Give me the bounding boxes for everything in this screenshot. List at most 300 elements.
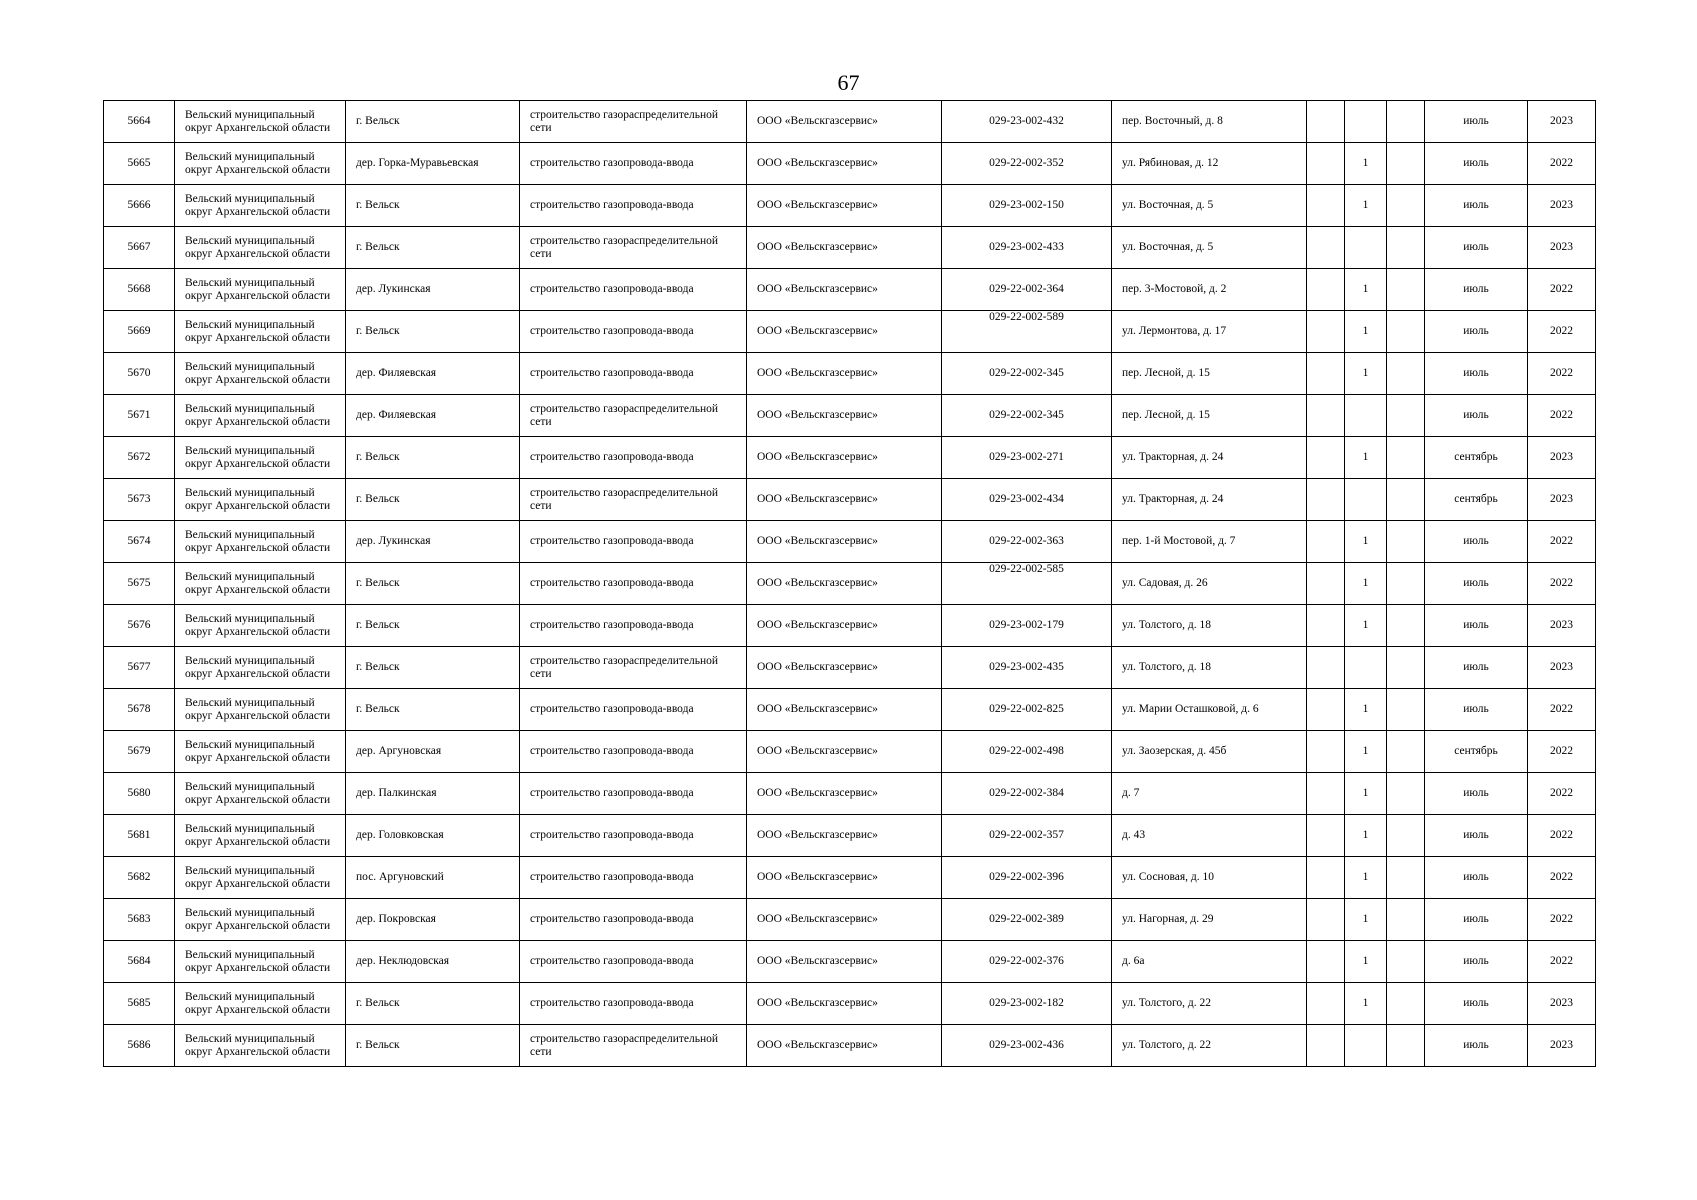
request-number-cell: 029-22-002-345: [942, 395, 1112, 437]
count-cell: 1: [1345, 731, 1387, 773]
work-type-cell: строительство газопровода-ввода: [520, 899, 747, 941]
table-row: [104, 857, 1596, 899]
month-cell: июль: [1425, 311, 1528, 353]
month-cell: июль: [1425, 269, 1528, 311]
work-type-cell: строительство газопровода-ввода: [520, 605, 747, 647]
region-cell: Вельский муниципальный округ Архангельской области: [175, 479, 346, 521]
empty-cell: [1387, 983, 1425, 1025]
organization-cell: ООО «Вельскгазсервис»: [747, 227, 942, 269]
empty-cell: [1307, 143, 1345, 185]
locality-cell: г. Вельск: [346, 983, 520, 1025]
empty-cell: [1387, 731, 1425, 773]
address-cell: пер. 1-й Мостовой, д. 7: [1112, 521, 1307, 563]
count-cell: 1: [1345, 269, 1387, 311]
request-number-cell: 029-23-002-434: [942, 479, 1112, 521]
organization-cell: ООО «Вельскгазсервис»: [747, 101, 942, 143]
table-row: [104, 899, 1596, 941]
count-cell: 1: [1345, 857, 1387, 899]
row-number: 5670: [104, 353, 175, 395]
empty-cell: [1387, 395, 1425, 437]
year-cell: 2022: [1528, 269, 1596, 311]
row-number: 5673: [104, 479, 175, 521]
region-cell: Вельский муниципальный округ Архангельской области: [175, 395, 346, 437]
empty-cell: [1387, 941, 1425, 983]
empty-cell: [1307, 731, 1345, 773]
empty-cell: [1387, 185, 1425, 227]
row-number: 5665: [104, 143, 175, 185]
organization-cell: ООО «Вельскгазсервис»: [747, 605, 942, 647]
request-number-cell: 029-22-002-825: [942, 689, 1112, 731]
work-type-cell: строительство газопровода-ввода: [520, 521, 747, 563]
region-cell: Вельский муниципальный округ Архангельской области: [175, 1025, 346, 1067]
row-number: 5667: [104, 227, 175, 269]
year-cell: 2023: [1528, 983, 1596, 1025]
address-cell: пер. Восточный, д. 8: [1112, 101, 1307, 143]
request-number-cell: 029-22-002-498: [942, 731, 1112, 773]
empty-cell: [1307, 689, 1345, 731]
organization-cell: ООО «Вельскгазсервис»: [747, 479, 942, 521]
region-cell: Вельский муниципальный округ Архангельской области: [175, 983, 346, 1025]
organization-cell: ООО «Вельскгазсервис»: [747, 689, 942, 731]
year-cell: 2022: [1528, 815, 1596, 857]
table-row: [104, 1025, 1596, 1067]
work-type-cell: строительство газопровода-ввода: [520, 857, 747, 899]
page-number: 67: [837, 70, 860, 95]
address-cell: ул. Восточная, д. 5: [1112, 185, 1307, 227]
row-number: 5683: [104, 899, 175, 941]
organization-cell: ООО «Вельскгазсервис»: [747, 815, 942, 857]
empty-cell: [1387, 269, 1425, 311]
work-type-cell: строительство газопровода-ввода: [520, 269, 747, 311]
locality-cell: дер. Филяевская: [346, 353, 520, 395]
empty-cell: [1307, 311, 1345, 353]
region-cell: Вельский муниципальный округ Архангельской области: [175, 311, 346, 353]
address-cell: ул. Марии Осташковой, д. 6: [1112, 689, 1307, 731]
locality-cell: г. Вельск: [346, 101, 520, 143]
month-cell: сентябрь: [1425, 479, 1528, 521]
month-cell: июль: [1425, 815, 1528, 857]
empty-cell: [1307, 227, 1345, 269]
table-row: [104, 395, 1596, 437]
year-cell: 2023: [1528, 101, 1596, 143]
count-cell: [1345, 479, 1387, 521]
locality-cell: г. Вельск: [346, 563, 520, 605]
request-number-cell: 029-22-002-396: [942, 857, 1112, 899]
work-type-cell: строительство газопровода-ввода: [520, 353, 747, 395]
request-number-cell: 029-23-002-436: [942, 1025, 1112, 1067]
table-row: [104, 647, 1596, 689]
empty-cell: [1307, 563, 1345, 605]
month-cell: июль: [1425, 185, 1528, 227]
empty-cell: [1307, 899, 1345, 941]
region-cell: Вельский муниципальный округ Архангельской области: [175, 563, 346, 605]
organization-cell: ООО «Вельскгазсервис»: [747, 269, 942, 311]
request-number-cell: 029-22-002-357: [942, 815, 1112, 857]
empty-cell: [1387, 1025, 1425, 1067]
table-row: [104, 269, 1596, 311]
count-cell: 1: [1345, 353, 1387, 395]
request-number-cell: 029-23-002-433: [942, 227, 1112, 269]
address-cell: ул. Толстого, д. 18: [1112, 647, 1307, 689]
address-cell: ул. Восточная, д. 5: [1112, 227, 1307, 269]
month-cell: июль: [1425, 227, 1528, 269]
count-cell: 1: [1345, 899, 1387, 941]
organization-cell: ООО «Вельскгазсервис»: [747, 983, 942, 1025]
organization-cell: ООО «Вельскгазсервис»: [747, 563, 942, 605]
row-number: 5680: [104, 773, 175, 815]
locality-cell: г. Вельск: [346, 605, 520, 647]
region-cell: Вельский муниципальный округ Архангельской области: [175, 899, 346, 941]
empty-cell: [1387, 311, 1425, 353]
request-number-cell: 029-23-002-432: [942, 101, 1112, 143]
locality-cell: г. Вельск: [346, 311, 520, 353]
count-cell: 1: [1345, 941, 1387, 983]
locality-cell: дер. Горка-Муравьевская: [346, 143, 520, 185]
region-cell: Вельский муниципальный округ Архангельской области: [175, 857, 346, 899]
organization-cell: ООО «Вельскгазсервис»: [747, 1025, 942, 1067]
empty-cell: [1307, 437, 1345, 479]
region-cell: Вельский муниципальный округ Архангельской области: [175, 185, 346, 227]
count-cell: 1: [1345, 311, 1387, 353]
year-cell: 2022: [1528, 521, 1596, 563]
work-type-cell: строительство газопровода-ввода: [520, 773, 747, 815]
table-row: [104, 521, 1596, 563]
registry-table: [103, 100, 1596, 1067]
address-cell: ул. Лермонтова, д. 17: [1112, 311, 1307, 353]
address-cell: ул. Сосновая, д. 10: [1112, 857, 1307, 899]
region-cell: Вельский муниципальный округ Архангельской области: [175, 773, 346, 815]
row-number: 5668: [104, 269, 175, 311]
region-cell: Вельский муниципальный округ Архангельской области: [175, 269, 346, 311]
address-cell: д. 6а: [1112, 941, 1307, 983]
year-cell: 2023: [1528, 605, 1596, 647]
empty-cell: [1307, 269, 1345, 311]
empty-cell: [1387, 479, 1425, 521]
count-cell: 1: [1345, 983, 1387, 1025]
address-cell: ул. Рябиновая, д. 12: [1112, 143, 1307, 185]
organization-cell: ООО «Вельскгазсервис»: [747, 521, 942, 563]
work-type-cell: строительство газораспределительной сети: [520, 101, 747, 143]
organization-cell: ООО «Вельскгазсервис»: [747, 899, 942, 941]
month-cell: июль: [1425, 647, 1528, 689]
region-cell: Вельский муниципальный округ Архангельской области: [175, 815, 346, 857]
count-cell: [1345, 395, 1387, 437]
empty-cell: [1307, 983, 1345, 1025]
row-number: 5685: [104, 983, 175, 1025]
request-number-cell: 029-22-002-384: [942, 773, 1112, 815]
request-number-cell: 029-22-002-364: [942, 269, 1112, 311]
organization-cell: ООО «Вельскгазсервис»: [747, 143, 942, 185]
month-cell: июль: [1425, 353, 1528, 395]
address-cell: ул. Толстого, д. 18: [1112, 605, 1307, 647]
month-cell: июль: [1425, 605, 1528, 647]
address-cell: ул. Толстого, д. 22: [1112, 983, 1307, 1025]
count-cell: [1345, 101, 1387, 143]
work-type-cell: строительство газопровода-ввода: [520, 941, 747, 983]
count-cell: 1: [1345, 563, 1387, 605]
row-number: 5682: [104, 857, 175, 899]
empty-cell: [1387, 437, 1425, 479]
organization-cell: ООО «Вельскгазсервис»: [747, 395, 942, 437]
table-row: [104, 479, 1596, 521]
empty-cell: [1307, 185, 1345, 227]
month-cell: июль: [1425, 899, 1528, 941]
year-cell: 2023: [1528, 437, 1596, 479]
year-cell: 2023: [1528, 479, 1596, 521]
empty-cell: [1387, 773, 1425, 815]
request-number-cell: 029-22-002-376: [942, 941, 1112, 983]
address-cell: ул. Садовая, д. 26: [1112, 563, 1307, 605]
organization-cell: ООО «Вельскгазсервис»: [747, 941, 942, 983]
request-number-cell: 029-23-002-182: [942, 983, 1112, 1025]
month-cell: сентябрь: [1425, 437, 1528, 479]
table-row: [104, 143, 1596, 185]
table-row: [104, 689, 1596, 731]
address-cell: ул. Заозерская, д. 45б: [1112, 731, 1307, 773]
year-cell: 2022: [1528, 353, 1596, 395]
locality-cell: дер. Неклюдовская: [346, 941, 520, 983]
work-type-cell: строительство газораспределительной сети: [520, 647, 747, 689]
month-cell: июль: [1425, 521, 1528, 563]
region-cell: Вельский муниципальный округ Архангельской области: [175, 521, 346, 563]
count-cell: 1: [1345, 143, 1387, 185]
row-number: 5684: [104, 941, 175, 983]
empty-cell: [1387, 353, 1425, 395]
count-cell: 1: [1345, 689, 1387, 731]
year-cell: 2023: [1528, 647, 1596, 689]
region-cell: Вельский муниципальный округ Архангельской области: [175, 605, 346, 647]
locality-cell: г. Вельск: [346, 185, 520, 227]
table-row: [104, 983, 1596, 1025]
year-cell: 2022: [1528, 143, 1596, 185]
organization-cell: ООО «Вельскгазсервис»: [747, 773, 942, 815]
year-cell: 2022: [1528, 941, 1596, 983]
year-cell: 2022: [1528, 689, 1596, 731]
month-cell: июль: [1425, 395, 1528, 437]
request-number-cell: 029-23-002-150: [942, 185, 1112, 227]
table-row: [104, 731, 1596, 773]
request-number-cell: 029-22-002-345: [942, 353, 1112, 395]
empty-cell: [1307, 815, 1345, 857]
count-cell: [1345, 227, 1387, 269]
count-cell: 1: [1345, 521, 1387, 563]
address-cell: ул. Тракторная, д. 24: [1112, 479, 1307, 521]
work-type-cell: строительство газораспределительной сети: [520, 395, 747, 437]
locality-cell: г. Вельск: [346, 227, 520, 269]
table-body: [104, 101, 1596, 1067]
empty-cell: [1307, 1025, 1345, 1067]
empty-cell: [1307, 395, 1345, 437]
year-cell: 2022: [1528, 563, 1596, 605]
address-cell: пер. Лесной, д. 15: [1112, 353, 1307, 395]
region-cell: Вельский муниципальный округ Архангельской области: [175, 227, 346, 269]
year-cell: 2022: [1528, 773, 1596, 815]
region-cell: Вельский муниципальный округ Архангельской области: [175, 941, 346, 983]
address-cell: ул. Нагорная, д. 29: [1112, 899, 1307, 941]
year-cell: 2022: [1528, 857, 1596, 899]
empty-cell: [1307, 101, 1345, 143]
month-cell: июль: [1425, 101, 1528, 143]
row-number: 5681: [104, 815, 175, 857]
table-row: [104, 815, 1596, 857]
empty-cell: [1307, 353, 1345, 395]
row-number: 5664: [104, 101, 175, 143]
region-cell: Вельский муниципальный округ Архангельской области: [175, 143, 346, 185]
locality-cell: г. Вельск: [346, 437, 520, 479]
row-number: 5676: [104, 605, 175, 647]
organization-cell: ООО «Вельскгазсервис»: [747, 731, 942, 773]
row-number: 5675: [104, 563, 175, 605]
month-cell: июль: [1425, 689, 1528, 731]
month-cell: июль: [1425, 1025, 1528, 1067]
organization-cell: ООО «Вельскгазсервис»: [747, 311, 942, 353]
organization-cell: ООО «Вельскгазсервис»: [747, 857, 942, 899]
work-type-cell: строительство газопровода-ввода: [520, 311, 747, 353]
table-row: [104, 185, 1596, 227]
count-cell: 1: [1345, 437, 1387, 479]
region-cell: Вельский муниципальный округ Архангельской области: [175, 101, 346, 143]
empty-cell: [1307, 773, 1345, 815]
locality-cell: г. Вельск: [346, 689, 520, 731]
empty-cell: [1387, 857, 1425, 899]
locality-cell: г. Вельск: [346, 1025, 520, 1067]
work-type-cell: строительство газопровода-ввода: [520, 143, 747, 185]
locality-cell: дер. Лукинская: [346, 269, 520, 311]
work-type-cell: строительство газопровода-ввода: [520, 563, 747, 605]
empty-cell: [1307, 605, 1345, 647]
month-cell: июль: [1425, 983, 1528, 1025]
year-cell: 2022: [1528, 311, 1596, 353]
address-cell: пер. Лесной, д. 15: [1112, 395, 1307, 437]
organization-cell: ООО «Вельскгазсервис»: [747, 185, 942, 227]
locality-cell: пос. Аргуновский: [346, 857, 520, 899]
locality-cell: г. Вельск: [346, 479, 520, 521]
empty-cell: [1387, 521, 1425, 563]
work-type-cell: строительство газопровода-ввода: [520, 815, 747, 857]
year-cell: 2023: [1528, 185, 1596, 227]
request-number-cell: 029-23-002-179: [942, 605, 1112, 647]
organization-cell: ООО «Вельскгазсервис»: [747, 353, 942, 395]
request-number-cell: 029-22-002-389: [942, 899, 1112, 941]
count-cell: [1345, 647, 1387, 689]
empty-cell: [1307, 479, 1345, 521]
table-row: [104, 227, 1596, 269]
month-cell: сентябрь: [1425, 731, 1528, 773]
address-cell: ул. Толстого, д. 22: [1112, 1025, 1307, 1067]
address-cell: д. 7: [1112, 773, 1307, 815]
work-type-cell: строительство газораспределительной сети: [520, 227, 747, 269]
empty-cell: [1387, 563, 1425, 605]
row-number: 5678: [104, 689, 175, 731]
count-cell: 1: [1345, 605, 1387, 647]
empty-cell: [1387, 227, 1425, 269]
empty-cell: [1387, 899, 1425, 941]
month-cell: июль: [1425, 857, 1528, 899]
empty-cell: [1387, 815, 1425, 857]
empty-cell: [1387, 101, 1425, 143]
region-cell: Вельский муниципальный округ Архангельской области: [175, 437, 346, 479]
request-number-cell: 029-23-002-435: [942, 647, 1112, 689]
row-number: 5674: [104, 521, 175, 563]
address-cell: ул. Тракторная, д. 24: [1112, 437, 1307, 479]
locality-cell: дер. Аргуновская: [346, 731, 520, 773]
month-cell: июль: [1425, 773, 1528, 815]
table-row: [104, 605, 1596, 647]
empty-cell: [1387, 689, 1425, 731]
empty-cell: [1307, 521, 1345, 563]
work-type-cell: строительство газопровода-ввода: [520, 437, 747, 479]
table-row: [104, 437, 1596, 479]
empty-cell: [1307, 857, 1345, 899]
month-cell: июль: [1425, 941, 1528, 983]
row-number: 5686: [104, 1025, 175, 1067]
empty-cell: [1307, 941, 1345, 983]
work-type-cell: строительство газопровода-ввода: [520, 731, 747, 773]
region-cell: Вельский муниципальный округ Архангельской области: [175, 731, 346, 773]
count-cell: [1345, 1025, 1387, 1067]
organization-cell: ООО «Вельскгазсервис»: [747, 437, 942, 479]
year-cell: 2023: [1528, 1025, 1596, 1067]
locality-cell: дер. Головковская: [346, 815, 520, 857]
table-row: [104, 311, 1596, 353]
empty-cell: [1387, 647, 1425, 689]
request-number-cell: 029-22-002-352: [942, 143, 1112, 185]
region-cell: Вельский муниципальный округ Архангельской области: [175, 689, 346, 731]
table-row: [104, 101, 1596, 143]
region-cell: Вельский муниципальный округ Архангельской области: [175, 647, 346, 689]
request-number-cell: 029-22-002-585: [942, 563, 1112, 605]
row-number: 5677: [104, 647, 175, 689]
work-type-cell: строительство газораспределительной сети: [520, 1025, 747, 1067]
count-cell: 1: [1345, 773, 1387, 815]
year-cell: 2022: [1528, 395, 1596, 437]
year-cell: 2022: [1528, 731, 1596, 773]
table-row: [104, 563, 1596, 605]
locality-cell: дер. Лукинская: [346, 521, 520, 563]
locality-cell: дер. Палкинская: [346, 773, 520, 815]
empty-cell: [1387, 143, 1425, 185]
table-row: [104, 353, 1596, 395]
row-number: 5679: [104, 731, 175, 773]
region-cell: Вельский муниципальный округ Архангельской области: [175, 353, 346, 395]
locality-cell: г. Вельск: [346, 647, 520, 689]
year-cell: 2023: [1528, 227, 1596, 269]
empty-cell: [1307, 647, 1345, 689]
work-type-cell: строительство газопровода-ввода: [520, 185, 747, 227]
row-number: 5669: [104, 311, 175, 353]
count-cell: 1: [1345, 815, 1387, 857]
locality-cell: дер. Покровская: [346, 899, 520, 941]
address-cell: пер. 3-Мостовой, д. 2: [1112, 269, 1307, 311]
year-cell: 2022: [1528, 899, 1596, 941]
count-cell: 1: [1345, 185, 1387, 227]
row-number: 5672: [104, 437, 175, 479]
row-number: 5671: [104, 395, 175, 437]
request-number-cell: 029-22-002-589: [942, 311, 1112, 353]
organization-cell: ООО «Вельскгазсервис»: [747, 647, 942, 689]
request-number-cell: 029-22-002-363: [942, 521, 1112, 563]
address-cell: д. 43: [1112, 815, 1307, 857]
work-type-cell: строительство газораспределительной сети: [520, 479, 747, 521]
locality-cell: дер. Филяевская: [346, 395, 520, 437]
request-number-cell: 029-23-002-271: [942, 437, 1112, 479]
table-row: [104, 941, 1596, 983]
month-cell: июль: [1425, 563, 1528, 605]
month-cell: июль: [1425, 143, 1528, 185]
row-number: 5666: [104, 185, 175, 227]
empty-cell: [1387, 605, 1425, 647]
work-type-cell: строительство газопровода-ввода: [520, 689, 747, 731]
